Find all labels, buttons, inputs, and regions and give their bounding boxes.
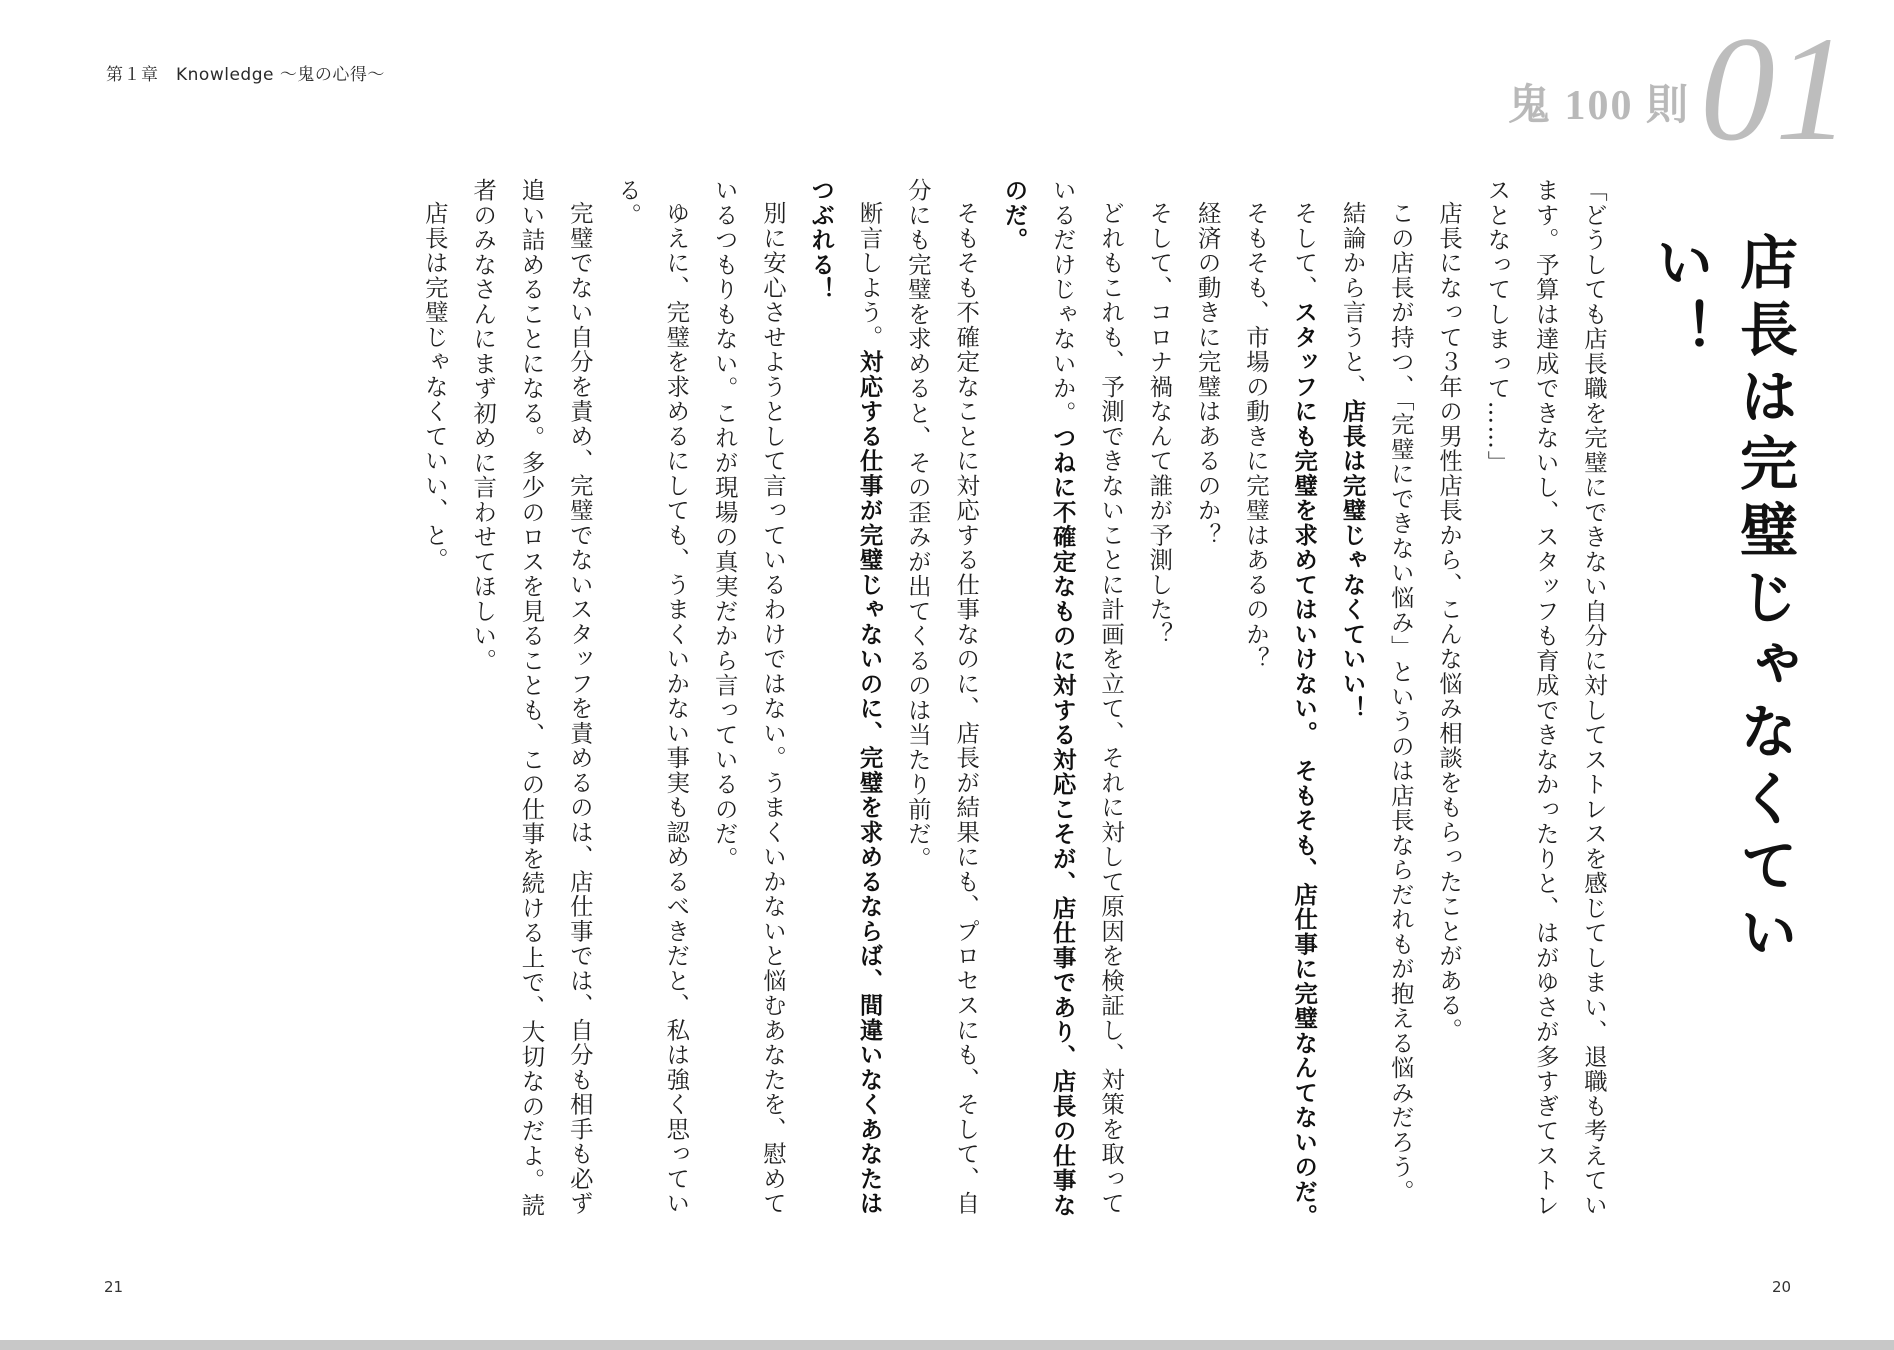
body-paragraph <box>894 178 991 1238</box>
body-paragraph <box>1232 178 1280 1238</box>
emphasis-text: つねに不確定なものに対する対応こそが、店仕事であり、店長の仕事なのだ。 <box>1000 178 1077 1218</box>
page-number-left: 21 <box>104 1278 124 1296</box>
body-text-run: 経済の動きに完璧はあるのか？ <box>1193 201 1222 548</box>
body-paragraph <box>459 178 604 1238</box>
body-paragraph <box>797 178 894 1238</box>
body-text-run: 別に安心させようとして言っているわけではない。うまくいかないと悩むあなたを、慰めているつもりもない。これが現場の真実だから言っているのだ。 <box>710 178 787 1217</box>
body-paragraph <box>1473 178 1618 1238</box>
body-paragraph <box>1328 178 1376 1238</box>
rule-label: 鬼 100 則 <box>1508 83 1691 129</box>
body-text-run: 完璧でない自分を責め、完璧でないスタッフを責めるのは、店仕事では、自分も相手も必ず追い詰めることになる。多少のロスを見ることも、この仕事を続ける上で、大切なのだよ。読者のみなさんにまず初めに言わせてほしい。 <box>469 178 594 1218</box>
scan-edge <box>0 1340 1894 1350</box>
body-paragraph <box>1377 178 1425 1238</box>
body-paragraph <box>1135 178 1183 1238</box>
body-text-run: 店長になって３年の男性店長から、こんな悩み相談をもらったことがある。 <box>1435 201 1464 1043</box>
body-text-run: 「どうしても店長職を完璧にできない自分に対してストレスを感じてしまい、退職も考えています。予算は達成できないし、スタッフも育成できなかったりと、はがゆさが多すぎてストレスとなってしまって……」 <box>1483 178 1608 1218</box>
body-text-run: どれもこれも、予測できないことに計画を立て、それに対して原因を検証し、対策を取っているだけじゃないか。 <box>1048 178 1126 1217</box>
body-text-run: この店長が持つ、「完璧にできない悩み」というのは店長ならだれもが抱える悩みだろう。 <box>1386 201 1415 1205</box>
body-text-run: そして、コロナ禍なんて誰が予測した？ <box>1145 201 1174 647</box>
emphasis-text: スタッフにも完璧を求めてはいけない。 <box>1290 300 1319 735</box>
page-number-right: 20 <box>1772 1278 1792 1296</box>
body-text-run: そもそも不確定なことに対応する仕事なのに、店長が結果にも、プロセスにも、そして、自分にも完璧を求めると、その歪みが出てくるのは当たり前だ。 <box>903 178 981 1217</box>
chapter-heading: 店長は完璧じゃなくていい！ <box>1646 232 1798 969</box>
body-paragraph <box>411 178 459 1238</box>
body-paragraph <box>990 178 1135 1238</box>
body-text-run: 断言しよう。 <box>855 201 884 350</box>
body-paragraph <box>1183 178 1231 1238</box>
running-head: 第１章 Knowledge 〜鬼の心得〜 <box>106 65 385 85</box>
rule-number: 01 <box>1700 6 1850 172</box>
body-text-run: 店長は完璧じゃなくていい、と。 <box>420 201 449 573</box>
body-text-run: ゆえに、完璧を求めるにしても、うまくいかない事実も認めるべきだと、私は強く思っている。 <box>614 178 691 1217</box>
body-text-run: 結論から言うと、 <box>1338 201 1367 400</box>
body-text-run: そもそも、市場の動きに完璧はあるのか？ <box>1241 201 1270 672</box>
body-text <box>140 178 1618 1238</box>
body-paragraph <box>604 178 701 1238</box>
body-text-run <box>1290 734 1318 759</box>
body-paragraph <box>700 178 797 1238</box>
emphasis-text: そもそも、店仕事に完璧なんてないのだ。 <box>1290 758 1319 1230</box>
body-paragraph <box>1280 178 1328 1238</box>
emphasis-text: 対応する仕事が完璧じゃないのに、完璧を求めるならば、間違いなくあなたはつぶれる！ <box>807 178 884 1217</box>
body-paragraph <box>1425 178 1473 1238</box>
emphasis-text: 店長は完璧じゃなくていい！ <box>1338 399 1367 722</box>
body-text-run: そして、 <box>1290 201 1319 301</box>
